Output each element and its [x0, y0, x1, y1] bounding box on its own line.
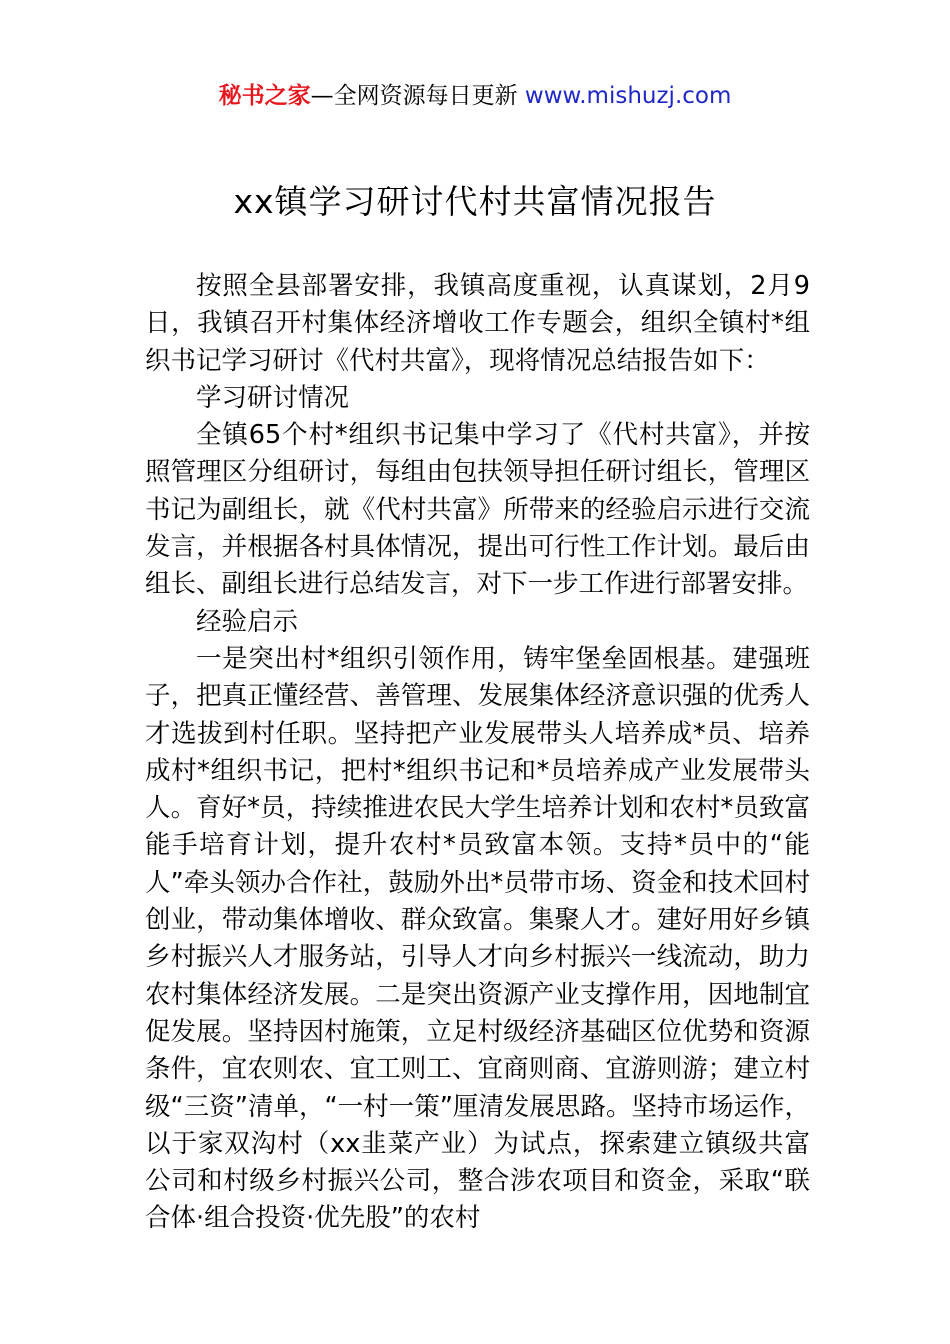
- section-heading-experience: 经验启示: [196, 606, 299, 637]
- document-body: [145, 268, 810, 1238]
- paragraph-intro: 按照全县部署安排，我镇高度重视，认真谋划，2月9日，我镇召开村集体经济增收工作专题会，组织全镇村*组织书记学习研讨《代村共富》，现将情况总结报告如下：: [145, 271, 810, 376]
- site-header: [0, 80, 950, 112]
- paragraph-study: 全镇65个村*组织书记集中学习了《代村共富》，并按照管理区分组研讨，每组由包扶领导担任研讨组长，管理区书记为副组长，就《代村共富》所带来的经验启示进行交流发言，并根据各村具体情况，提出可行性工作计划。最后由组长、副组长进行总结发言，对下一步工作进行部署安排。: [145, 420, 810, 600]
- header-tagline: —全网资源每日更新: [310, 83, 525, 109]
- paragraph-experience: 一是突出村*组织引领作用，铸牢堡垒固根基。建强班子，把真正懂经营、善管理、发展集体经济意识强的优秀人才选拔到村任职。坚持把产业发展带头人培养成*员、培养成村*组织书记，把村*组织书记和*员培养成产业发展带头人。育好*员，持续推进农民大学生培养计划和农村*员致富能手培育计划，提升农村*员致富本领。支持*员中的“能人”牵头领办合作社，鼓励外出*员带市场、资金和技术回村创业，带动集体增收、群众致富。集聚人才。建好用好乡镇乡村振兴人才服务站，引导人才向乡村振兴一线流动，助力农村集体经济发展。二是突出资源产业支撑作用，因地制宜促发展。坚持因村施策，立足村级经济基础区位优势和资源条件，宜农则农、宜工则工、宜商则商、宜游则游；建立村级“三资”清单，“一村一策”厘清发展思路。坚持市场运作，以于家双沟村（xx韭菜产业）为试点，探索建立镇级共富公司和村级乡村振兴公司，整合涉农项目和资金，采取“联合体·组合投资·优先股”的农村: [145, 643, 810, 1234]
- site-link[interactable]: www.mishuzj.com: [524, 83, 732, 109]
- brand-name: 秘书之家: [218, 83, 311, 109]
- section-heading-study: 学习研讨情况: [196, 382, 350, 413]
- document-title: xx镇学习研讨代村共富情况报告: [233, 182, 717, 221]
